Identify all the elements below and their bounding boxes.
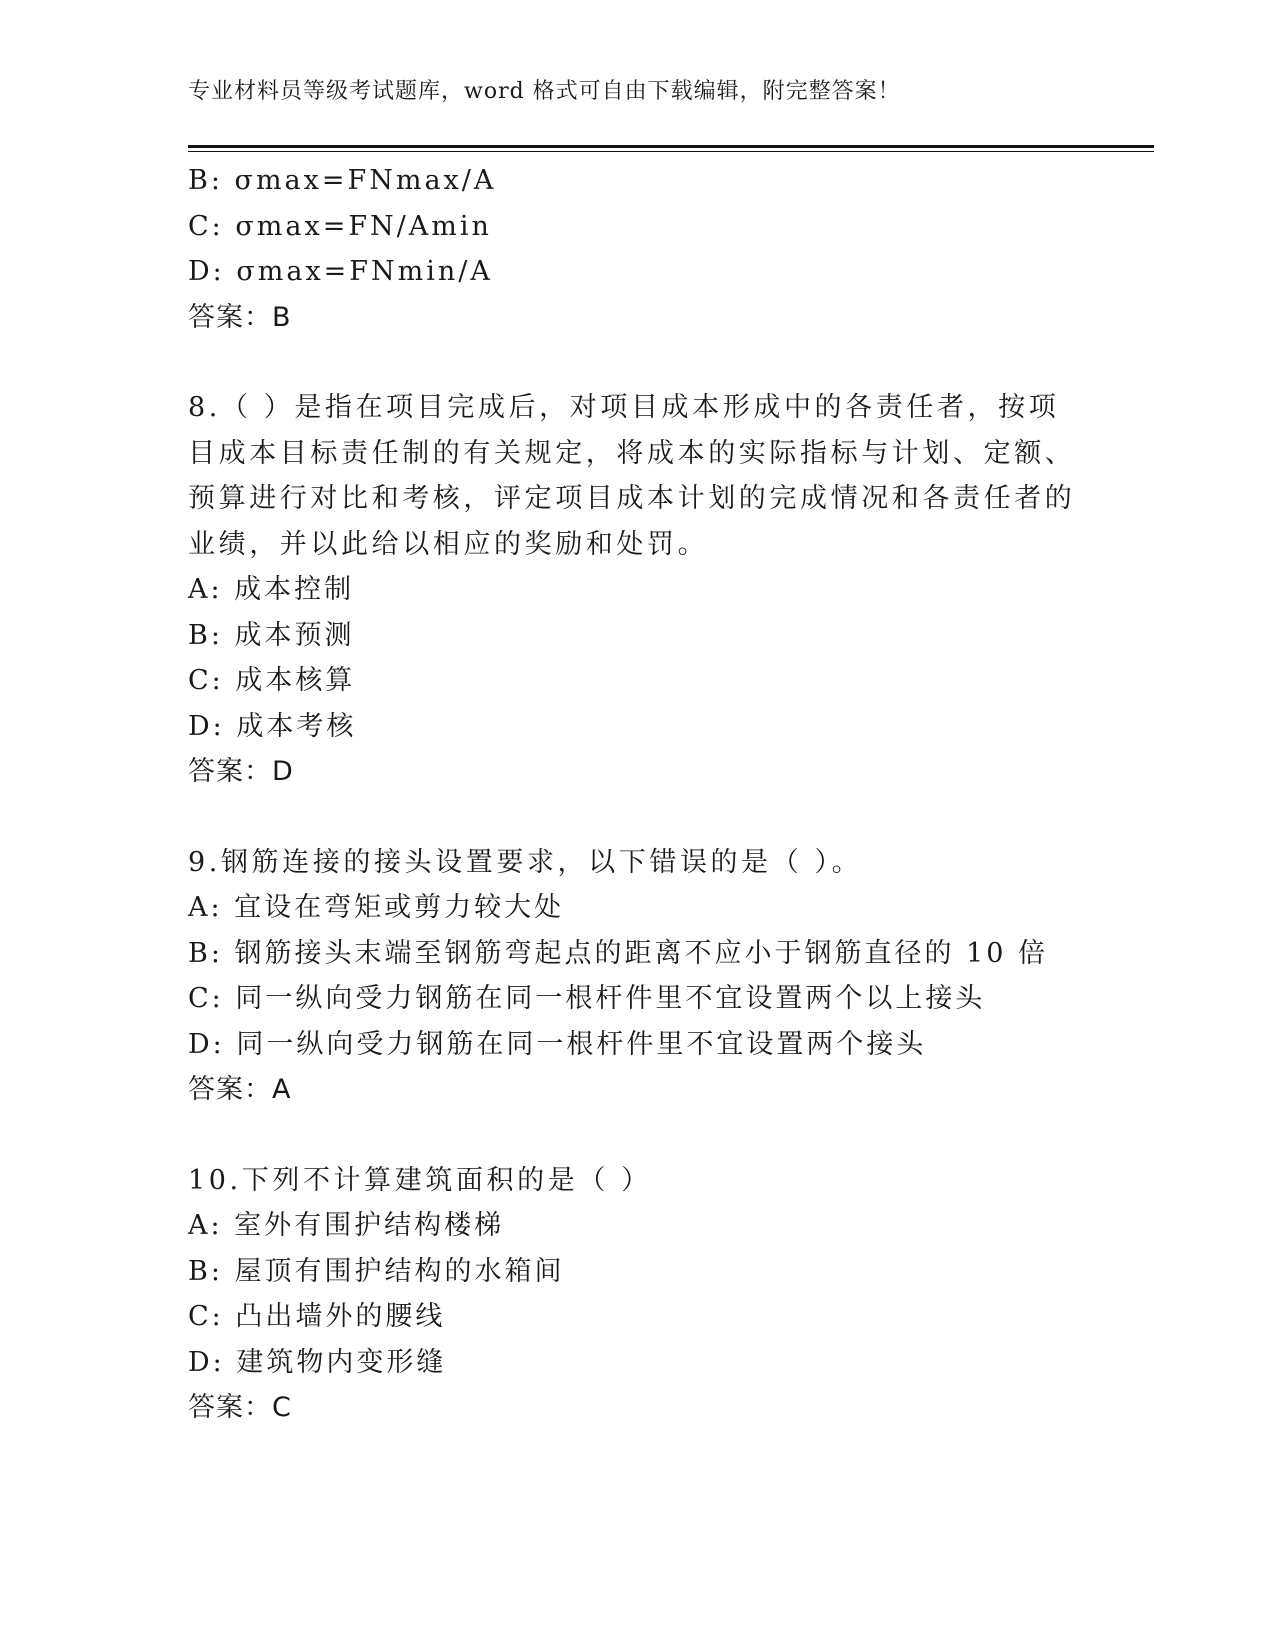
question-10 xyxy=(188,1158,1088,1431)
option-c: C: 凸出墙外的腰线 xyxy=(188,1301,446,1332)
question-7-continued xyxy=(188,158,1088,340)
question-8 xyxy=(188,385,1088,795)
option-c: C: 成本核算 xyxy=(188,665,356,696)
spacer xyxy=(188,340,1088,385)
option-d: D: 成本考核 xyxy=(188,710,357,742)
option-d: D: 建筑物内变形缝 xyxy=(188,1346,447,1378)
answer-line: 答案：B xyxy=(188,301,292,333)
answer-line: 答案：C xyxy=(188,1392,292,1423)
option-c: C: σmax=FN/Amin xyxy=(188,210,492,242)
option-a: A: 室外有围护结构楼梯 xyxy=(188,1210,505,1241)
option-a: A: 宜设在弯矩或剪力较大处 xyxy=(188,892,565,923)
question-stem: 9.钢筋连接的接头设置要求，以下错误的是（ ）。 xyxy=(188,846,863,878)
document-body xyxy=(188,158,1088,1431)
page-header: 专业材料员等级考试题库，word 格式可自由下载编辑，附完整答案！ xyxy=(188,79,901,104)
spacer xyxy=(188,1113,1088,1158)
spacer xyxy=(188,795,1088,840)
header-rule-thick xyxy=(188,145,1154,148)
option-d: D: σmax=FNmin/A xyxy=(188,256,493,287)
question-stem: 10.下列不计算建筑面积的是（ ） xyxy=(188,1164,652,1196)
option-b: B: 成本预测 xyxy=(188,619,355,651)
question-stem: 8.（ ）是指在项目完成后，对项目成本形成中的各责任者，按项目成本目标责任制的有关规定，将成本的实际指标与计划、定额、预算进行对比和考核，评定项目成本计划的完成情况和各责任者的业绩，并以此给以相应的奖励和处罚。 xyxy=(188,392,1076,560)
option-c: C: 同一纵向受力钢筋在同一根杆件里不宜设置两个以上接头 xyxy=(188,983,986,1014)
option-d: D: 同一纵向受力钢筋在同一根杆件里不宜设置两个接头 xyxy=(188,1028,927,1060)
option-b: B: σmax=FNmax/A xyxy=(188,165,497,196)
option-a: A: 成本控制 xyxy=(188,574,355,605)
answer-line: 答案：D xyxy=(188,756,294,787)
option-b: B: 钢筋接头末端至钢筋弯起点的距离不应小于钢筋直径的 10 倍 xyxy=(188,937,1049,969)
question-9 xyxy=(188,840,1088,1113)
option-b: B: 屋顶有围护结构的水箱间 xyxy=(188,1255,565,1287)
answer-line: 答案：A xyxy=(188,1074,292,1105)
header-rule-thin xyxy=(188,151,1154,152)
